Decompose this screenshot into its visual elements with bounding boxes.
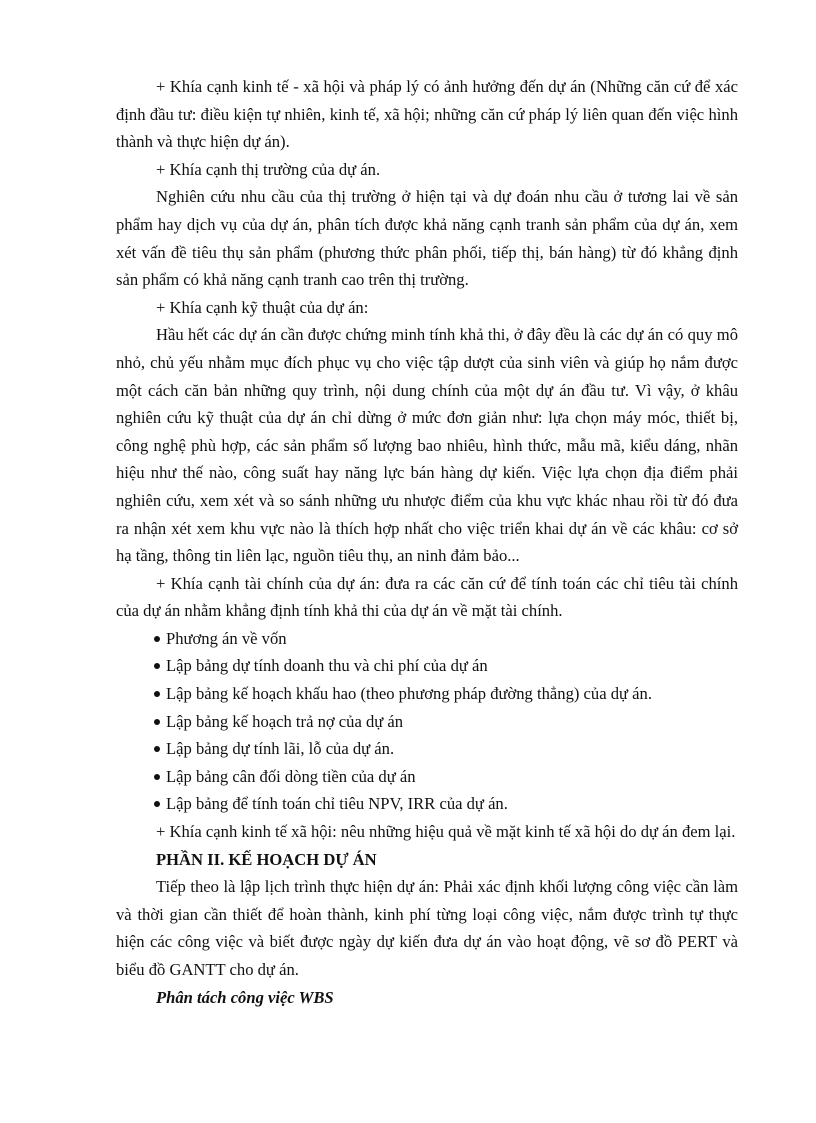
paragraph-technical-body: Hầu hết các dự án cần được chứng minh tính khả thi, ở đây đều là các dự án có quy mô nhỏ, chủ yếu nhằm mục đích phục vụ cho việc tập dượt của sinh viên và giúp họ nắm được một cách căn bản những quy trình, nội dung chính của một dự án đầu tư. Vì vậy, ở khâu nghiên cứu kỹ thuật của dự án chỉ dừng ở mức đơn giản như: lựa chọn máy móc, thiết bị, công nghệ phù hợp, các sản phẩm số lượng bao nhiêu, hình thức, mẫu mã, kiểu dáng, nhãn hiệu như thế nào, công suất hay năng lực bán hàng dự kiến. Việc lựa chọn địa điểm phải nghiên cứu, xem xét và so sánh những ưu nhược điểm của khu vực khác nhau rồi từ đó đưa ra nhận xét xem khu vực nào là thích hợp nhất cho việc triển khai dự án về các khâu: cơ sở hạ tầng, thông tin liên lạc, nguồn tiêu thụ, an ninh đảm bảo...	[116, 325, 738, 566]
paragraph-market-body: Nghiên cứu nhu cầu của thị trường ở hiện tại và dự đoán nhu cầu ở tương lai về sản phẩm hay dịch vụ của dự án, phân tích được khả năng cạnh tranh sản phẩm của dự án, xem xét vấn đề tiêu thụ sản phẩm (phương thức phân phối, tiếp thị, bán hàng) từ đó khẳng định sản phẩm có khả năng cạnh tranh cao trên thị trường.	[116, 187, 738, 290]
list-item: Lập bảng kế hoạch khấu hao (theo phương pháp đường thẳng) của dự án.	[166, 684, 652, 704]
list-item: Lập bảng cân đối dòng tiền của dự án	[166, 766, 416, 786]
financial-bullet-list	[116, 625, 738, 818]
paragraph-socio-economic: + Khía cạnh kinh tế xã hội: nêu những hiệu quả về mặt kinh tế xã hội do dự án đem lại.	[156, 822, 736, 842]
subheading-wbs: Phân tách công việc WBS	[156, 987, 334, 1007]
document-page	[116, 73, 738, 1011]
section-heading: PHẦN II. KẾ HOẠCH DỰ ÁN	[156, 849, 377, 869]
list-item: Lập bảng kế hoạch trả nợ của dự án	[166, 711, 404, 731]
list-item: Lập bảng dự tính lãi, lỗ của dự án.	[166, 739, 395, 759]
paragraph-market-heading: + Khía cạnh thị trường của dự án.	[156, 159, 381, 179]
paragraph-technical-heading: + Khía cạnh kỹ thuật của dự án:	[156, 297, 369, 317]
list-item: Lập bảng để tính toán chỉ tiêu NPV, IRR của dự án.	[166, 794, 508, 814]
list-item: Phương án về vốn	[166, 628, 287, 648]
paragraph-financial: + Khía cạnh tài chính của dự án: đưa ra các căn cứ để tính toán các chỉ tiêu tài chính của dự án nhằm khẳng định tính khả thi của dự án về mặt tài chính.	[116, 573, 738, 621]
list-item: Lập bảng dự tính doanh thu và chi phí của dự án	[166, 656, 488, 676]
paragraph-project-plan: Tiếp theo là lập lịch trình thực hiện dự án: Phải xác định khối lượng công việc cần làm và thời gian cần thiết để hoàn thành, kinh phí từng loại công việc, nắm được trình tự thực hiện các công việc và biết được ngày dự kiến đưa dự án vào hoạt động, vẽ sơ đồ PERT và biểu đồ GANTT cho dự án.	[116, 877, 738, 979]
paragraph-economic-legal: + Khía cạnh kinh tế - xã hội và pháp lý có ảnh hưởng đến dự án (Những căn cứ để xác định đầu tư: điều kiện tự nhiên, kinh tế, xã hội; những căn cứ pháp lý liên quan đến việc hình thành và thực hiện dự án).	[116, 77, 738, 152]
